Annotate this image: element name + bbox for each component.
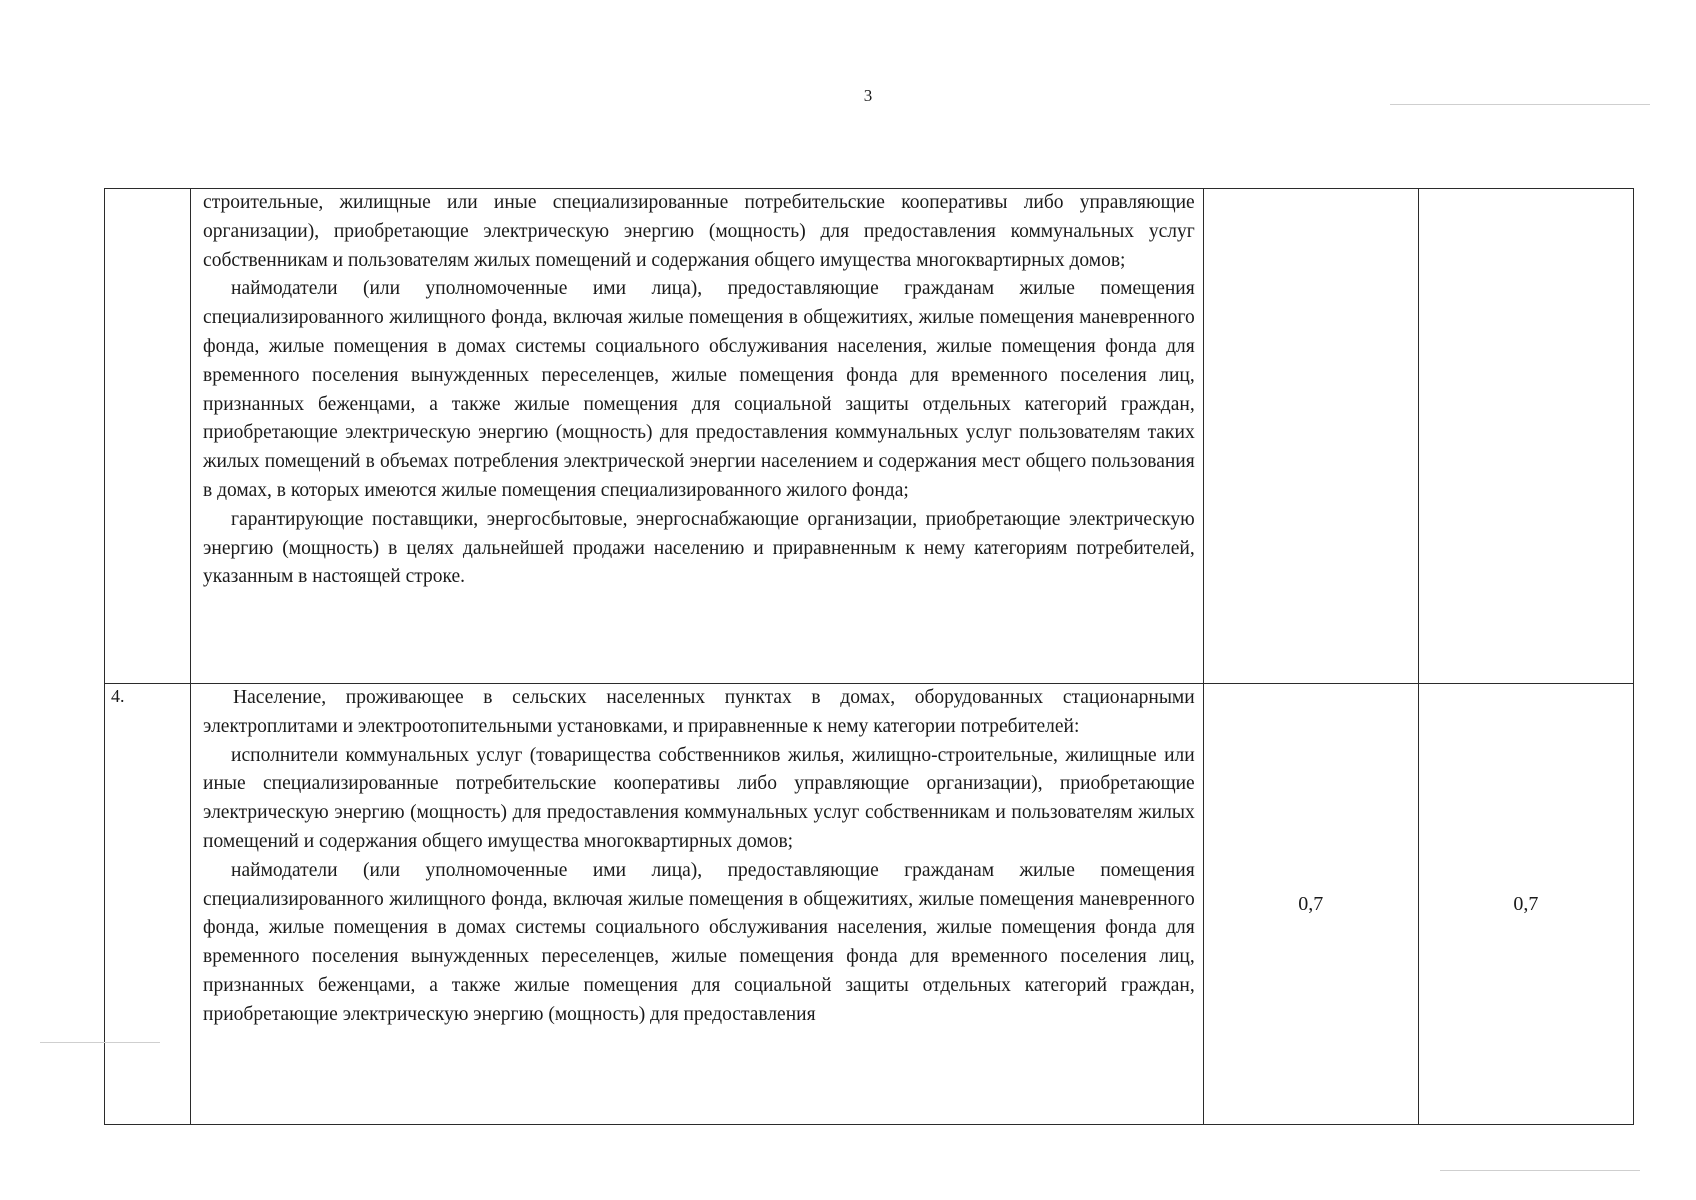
description-paragraph: исполнители коммунальных услуг (товарищества собственников жилья, жилищно-строительные, жилищные или иные специализированные потребительские кооперативы либо управляющие организации), приобретающие электрическую энергию (мощность) для предоставления коммунальных услуг собственникам и пользователям жилых помещений и содержания общего имущества многоквартирных домов; (203, 744, 1195, 852)
tariff-value-1 (1203, 189, 1418, 684)
description-paragraph: наймодатели (или уполномоченные ими лица), предоставляющие гражданам жилые помещения специализированного жилищного фонда, включая жилые помещения в общежитиях, жилые помещения маневренного фонда, жилые помещения в домах системы социального обслуживания населения, жилые помещения фонда для временного поселения вынужденных переселенцев, жилые помещения фонда для временного поселения лиц, признанных беженцами, а также жилые помещения для социальной защиты отдельных категорий граждан, приобретающие электрическую энергию (мощность) для предоставления (203, 859, 1195, 1025)
page-number: 3 (863, 86, 873, 105)
row-number-cell (105, 189, 191, 684)
description-paragraph: наймодатели (или уполномоченные ими лица), предоставляющие гражданам жилые помещения специализированного жилищного фонда, включая жилые помещения в общежитиях, жилые помещения маневренного фонда, жилые помещения в домах системы социального обслуживания населения, жилые помещения фонда для временного поселения вынужденных переселенцев, жилые помещения фонда для временного поселения лиц, признанных беженцами, а также жилые помещения для социальной защиты отдельных категорий граждан, приобретающие электрическую энергию (мощность) для предоставления коммунальных услуг пользователям таких жилых помещений в объемах потребления электрической энергии населением и содержания мест общего пользования в домах, в которых имеются жилые помещения специализированного жилого фонда; (203, 278, 1195, 501)
scan-artifact (1390, 104, 1650, 105)
tariff-value-2 (1418, 189, 1633, 684)
tariff-value-2: 0,7 (1418, 684, 1633, 1125)
description-paragraph: строительные, жилищные или иные специализированные потребительские кооперативы либо управляющие организации), приобретающие электрическую энергию (мощность) для предоставления коммунальных услуг собственникам и пользователям жилых помещений и содержания общего имущества многоквартирных домов; (203, 192, 1195, 271)
table-row-continuation (105, 189, 1634, 684)
description-paragraph: Население, проживающее в сельских населенных пунктах в домах, оборудованных стационарными электроплитами и электроотопительными установками, и приравненные к нему категории потребителей: (203, 687, 1195, 737)
tariff-value-1: 0,7 (1203, 684, 1418, 1125)
table-row-4 (105, 684, 1634, 1125)
description-paragraph: гарантирующие поставщики, энергосбытовые, энергоснабжающие организации, приобретающие электрическую энергию (мощность) в целях дальнейшей продажи населению и приравненным к нему категориям потребителей, указанным в настоящей строке. (203, 508, 1195, 588)
scan-artifact (40, 1042, 160, 1043)
tariff-table (104, 188, 1634, 1125)
row-description-cell (191, 189, 1204, 684)
row-number-cell: 4. (105, 684, 191, 1125)
scan-artifact (1440, 1170, 1640, 1171)
row-description-cell (191, 684, 1204, 1125)
